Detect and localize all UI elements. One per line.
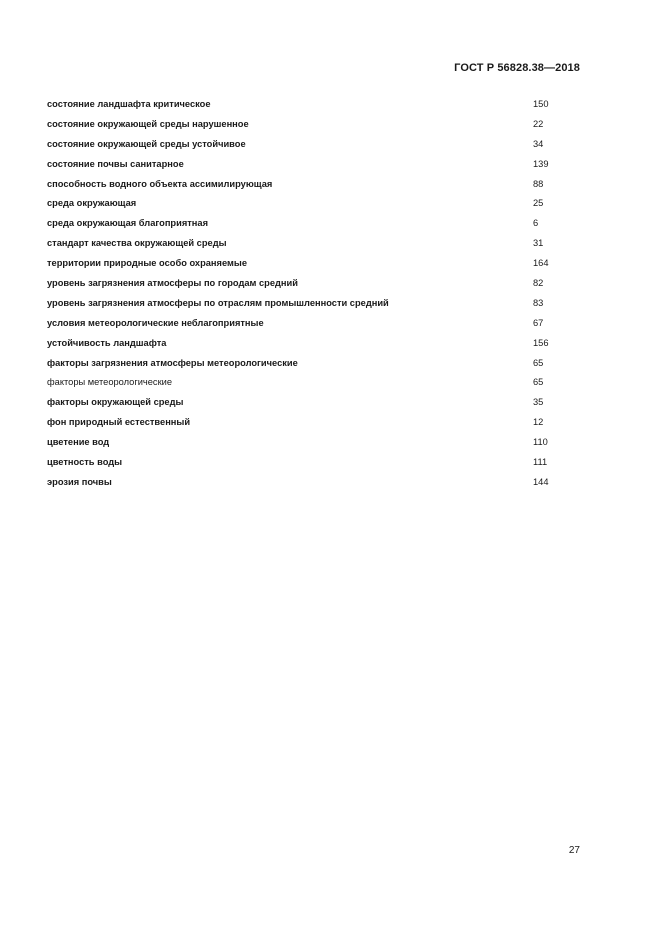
index-entry bbox=[47, 276, 587, 296]
index-term: состояние окружающей среды устойчивое bbox=[47, 138, 246, 149]
index-term: условия метеорологические неблагоприятные bbox=[47, 317, 264, 328]
index-page-ref: 88 bbox=[533, 178, 544, 189]
document-code: ГОСТ Р 56828.38—2018 bbox=[454, 62, 580, 74]
index-entry bbox=[47, 196, 587, 216]
index-entry bbox=[47, 157, 587, 177]
index-page-ref: 67 bbox=[533, 317, 544, 328]
index-page-ref: 150 bbox=[533, 99, 549, 109]
index-term: факторы метеорологические bbox=[47, 377, 173, 388]
index-page-ref: 110 bbox=[533, 437, 548, 448]
index-term: фон природный естественный bbox=[47, 417, 191, 428]
index-page-ref: 164 bbox=[533, 258, 549, 269]
index-page-ref: 12 bbox=[533, 417, 544, 428]
index-entry bbox=[47, 296, 587, 316]
index-entry bbox=[47, 395, 587, 415]
index-entry bbox=[47, 336, 587, 356]
index-term: состояние окружающей среды нарушенное bbox=[47, 118, 249, 129]
index-entry bbox=[47, 256, 587, 276]
index-term: уровень загрязнения атмосферы по отраслям промышленности средний bbox=[47, 297, 389, 308]
index-entry bbox=[47, 415, 587, 435]
index-page-ref: 156 bbox=[533, 337, 549, 348]
alphabetical-index bbox=[47, 97, 587, 495]
index-page-ref: 34 bbox=[533, 138, 544, 149]
index-entry bbox=[47, 356, 587, 376]
index-term: среда окружающая благоприятная bbox=[47, 218, 209, 229]
index-entry bbox=[47, 475, 587, 495]
index-page-ref: 25 bbox=[533, 198, 544, 209]
page-number: 27 bbox=[568, 845, 580, 856]
index-page-ref: 139 bbox=[533, 158, 549, 169]
index-entry bbox=[47, 117, 587, 137]
index-page-ref: 82 bbox=[533, 278, 544, 289]
index-page-ref: 22 bbox=[533, 118, 544, 129]
index-term: устойчивость ландшафта bbox=[47, 337, 167, 348]
index-page-ref: 6 bbox=[533, 218, 539, 229]
index-entry bbox=[47, 435, 587, 455]
index-page-ref: 83 bbox=[533, 297, 544, 308]
index-entry bbox=[47, 137, 587, 157]
index-term: цветность воды bbox=[47, 457, 123, 468]
index-entry bbox=[47, 177, 587, 197]
index-entry bbox=[47, 236, 587, 256]
index-entry bbox=[47, 316, 587, 336]
index-entry bbox=[47, 97, 587, 117]
index-term: стандарт качества окружающей среды bbox=[47, 238, 227, 249]
index-term: среда окружающая bbox=[47, 198, 137, 209]
index-page-ref: 144 bbox=[533, 476, 549, 487]
index-entry bbox=[47, 375, 587, 395]
index-term: способность водного объекта ассимилирующая bbox=[47, 178, 273, 189]
index-page-ref: 65 bbox=[533, 357, 544, 368]
index-term: цветение вод bbox=[47, 437, 110, 448]
index-term: факторы загрязнения атмосферы метеорологические bbox=[47, 357, 298, 368]
index-term: состояние ландшафта критическое bbox=[47, 99, 211, 109]
index-entry bbox=[47, 216, 587, 236]
index-page-ref: 35 bbox=[533, 397, 544, 408]
index-term: состояние почвы санитарное bbox=[47, 158, 184, 169]
index-term: уровень загрязнения атмосферы по городам средний bbox=[47, 278, 298, 289]
index-term: территории природные особо охраняемые bbox=[47, 258, 248, 269]
index-page-ref: 111 bbox=[533, 457, 548, 468]
index-entry bbox=[47, 455, 587, 475]
index-page-ref: 65 bbox=[533, 377, 544, 388]
index-page-ref: 31 bbox=[533, 238, 544, 249]
index-term: эрозия почвы bbox=[47, 476, 112, 487]
index-term: факторы окружающей среды bbox=[47, 397, 184, 408]
